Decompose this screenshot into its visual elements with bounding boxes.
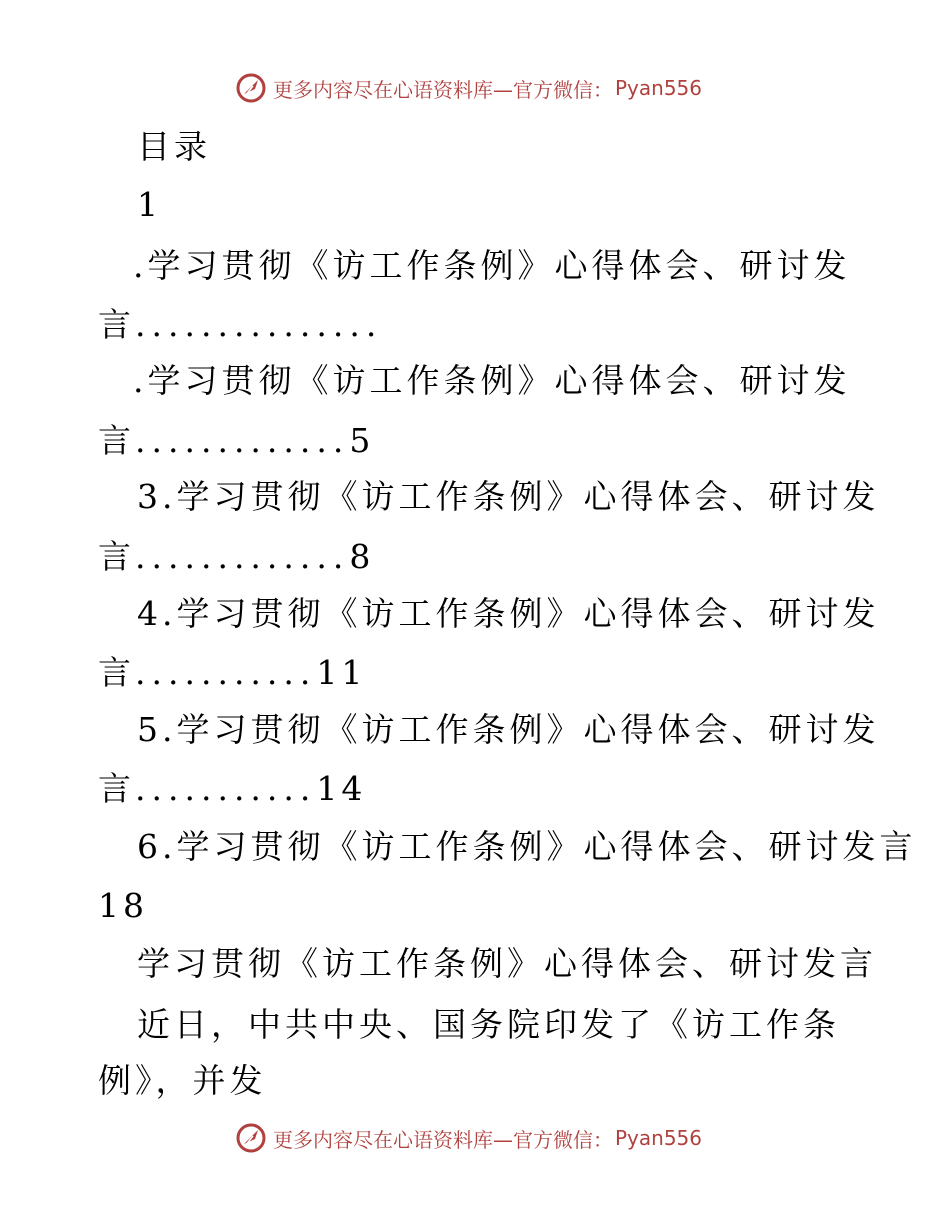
toc-entry-prefix: . <box>133 361 148 400</box>
toc-entry-prefix: 5. <box>137 710 177 749</box>
toc-title: 目录 <box>137 127 211 166</box>
toc-entry-4-tail <box>98 653 367 692</box>
toc-entry-prefix: . <box>133 246 148 285</box>
toc-entry-1-line <box>133 246 851 285</box>
toc-entry-prefix: 6. <box>137 827 177 866</box>
toc-entry-2-line <box>133 361 851 400</box>
toc-entry-title: 学习贯彻《访工作条例》心得体会、研讨发 <box>147 246 851 285</box>
toc-leader-dots: ........... <box>135 769 317 808</box>
toc-entry-5-line <box>137 710 880 749</box>
toc-entry-tail: 言 <box>98 305 135 344</box>
toc-entry-title: 学习贯彻《访工作条例》心得体会、研讨发 <box>176 710 880 749</box>
body-paragraph-line-1: 近日，中共中央、国务院印发了《访工作条 <box>137 1005 840 1044</box>
toc-entry-tail: 言 <box>98 653 135 692</box>
body-heading: 学习贯彻《访工作条例》心得体会、研讨发言 <box>137 944 877 983</box>
watermark-footer <box>235 1122 702 1154</box>
toc-entry-5-tail <box>98 769 367 808</box>
toc-entry-3-line <box>137 477 880 516</box>
watermark-text: 更多内容尽在心语资料库—官方微信： <box>273 77 613 102</box>
toc-page-number: 14 <box>316 769 367 808</box>
quill-logo-icon <box>235 1122 267 1154</box>
toc-leader-dots: ............... <box>135 305 383 344</box>
toc-leader-dots: ............. <box>135 537 350 576</box>
body-paragraph-line-2: 例》，并发 <box>98 1061 267 1100</box>
toc-entry-tail: 言 <box>98 421 135 460</box>
toc-entry-title: 学习贯彻《访工作条例》心得体会、研讨发 <box>176 477 880 516</box>
toc-entry-2-tail <box>98 421 375 460</box>
toc-leader-dots: ............. <box>135 421 350 460</box>
toc-entry-title: 学习贯彻《访工作条例》心得体会、研讨发言 <box>176 827 917 866</box>
toc-entry-title: 学习贯彻《访工作条例》心得体会、研讨发 <box>176 594 880 633</box>
toc-entry-3-tail <box>98 537 375 576</box>
toc-entry-6-tail: 18 <box>98 886 148 925</box>
watermark-text: 更多内容尽在心语资料库—官方微信： <box>273 1127 613 1152</box>
toc-leader-dots: ........... <box>135 653 317 692</box>
quill-logo-icon <box>235 72 267 104</box>
toc-first-number: 1 <box>137 185 162 224</box>
toc-page-number: 5 <box>349 421 375 460</box>
toc-entry-6-line <box>137 827 917 866</box>
toc-entry-1-tail <box>98 305 383 344</box>
toc-page-number: 8 <box>349 537 375 576</box>
watermark-wechat-id: Pyan556 <box>615 1126 703 1150</box>
watermark-wechat-id: Pyan556 <box>615 76 703 100</box>
watermark-header <box>235 72 702 104</box>
toc-entry-4-line <box>137 594 880 633</box>
toc-entry-tail: 言 <box>98 769 135 808</box>
toc-page-number: 11 <box>316 653 367 692</box>
toc-entry-prefix: 3. <box>137 477 177 516</box>
toc-entry-tail: 言 <box>98 537 135 576</box>
toc-entry-prefix: 4. <box>137 594 177 633</box>
toc-entry-title: 学习贯彻《访工作条例》心得体会、研讨发 <box>147 361 851 400</box>
